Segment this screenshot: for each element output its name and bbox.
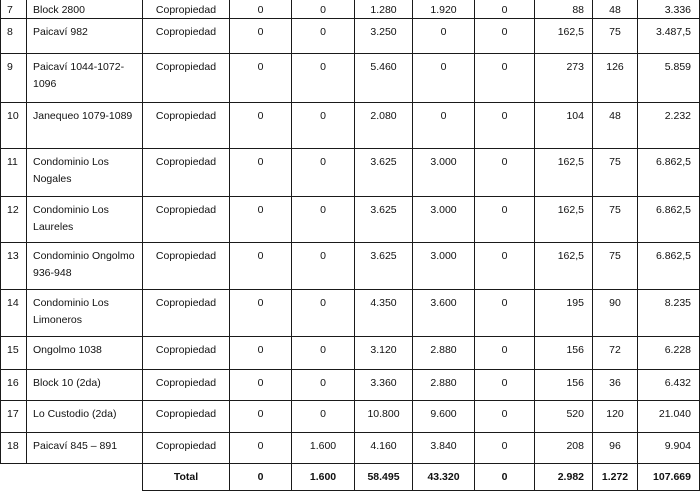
property-name-cell: Block 2800 [27,0,143,19]
grand-total-cell: 107.669 [638,464,700,491]
table-row [1,149,700,197]
value-cell: 0 [292,370,355,401]
totals-label-cell: Total [143,464,230,491]
row-number-cell: 16 [1,370,27,401]
value-cell: 0 [413,19,475,54]
property-name-cell: Ongolmo 1038 [27,337,143,370]
value-cell: 0 [475,0,535,19]
value-cell: 3.120 [355,337,413,370]
value-cell: 162,5 [535,19,593,54]
total-value-cell: 58.495 [355,464,413,491]
property-name-cell: Paicaví 982 [27,19,143,54]
total-value-cell: 2.982 [535,464,593,491]
property-name-cell: Condominio Los Nogales [27,149,143,197]
value-cell: 0 [230,370,292,401]
row-total-cell: 21.040 [638,401,700,433]
value-cell: 273 [535,54,593,103]
property-name-cell: Condominio Los Limoneros [27,290,143,337]
property-type-cell: Copropiedad [143,149,230,197]
row-number-cell: 18 [1,433,27,464]
table-body [1,0,700,491]
value-cell: 4.350 [355,290,413,337]
value-cell: 0 [292,197,355,243]
value-cell: 3.250 [355,19,413,54]
table-row [1,19,700,54]
row-total-cell: 6.862,5 [638,149,700,197]
table-row [1,433,700,464]
totals-row [1,464,700,491]
property-name-cell: Block 10 (2da) [27,370,143,401]
property-type-cell: Copropiedad [143,370,230,401]
row-number-cell: 11 [1,149,27,197]
value-cell: 75 [593,197,638,243]
value-cell: 0 [475,290,535,337]
value-cell: 0 [292,19,355,54]
value-cell: 0 [292,290,355,337]
row-number-cell: 17 [1,401,27,433]
value-cell: 72 [593,337,638,370]
value-cell: 0 [292,337,355,370]
row-total-cell: 6.862,5 [638,243,700,290]
value-cell: 0 [230,337,292,370]
value-cell: 0 [475,401,535,433]
table-row [1,337,700,370]
value-cell: 120 [593,401,638,433]
table-row [1,401,700,433]
value-cell: 88 [535,0,593,19]
value-cell: 96 [593,433,638,464]
row-total-cell: 2.232 [638,103,700,149]
value-cell: 0 [230,54,292,103]
value-cell: 0 [413,103,475,149]
property-type-cell: Copropiedad [143,290,230,337]
value-cell: 0 [475,54,535,103]
value-cell: 3.000 [413,243,475,290]
property-type-cell: Copropiedad [143,401,230,433]
value-cell: 0 [475,197,535,243]
value-cell: 3.625 [355,149,413,197]
value-cell: 0 [230,433,292,464]
property-name-cell: Paicaví 845 – 891 [27,433,143,464]
value-cell: 0 [292,103,355,149]
value-cell: 4.160 [355,433,413,464]
total-value-cell: 1.272 [593,464,638,491]
value-cell: 0 [230,0,292,19]
value-cell: 75 [593,19,638,54]
value-cell: 3.840 [413,433,475,464]
value-cell: 0 [230,103,292,149]
value-cell: 156 [535,337,593,370]
row-total-cell: 3.487,5 [638,19,700,54]
row-total-cell: 5.859 [638,54,700,103]
property-type-cell: Copropiedad [143,337,230,370]
value-cell: 1.280 [355,0,413,19]
value-cell: 0 [230,19,292,54]
row-number-cell: 12 [1,197,27,243]
value-cell: 3.000 [413,197,475,243]
property-type-cell: Copropiedad [143,243,230,290]
value-cell: 0 [413,54,475,103]
value-cell: 1.920 [413,0,475,19]
value-cell: 0 [292,243,355,290]
table-row [1,370,700,401]
value-cell: 3.625 [355,197,413,243]
value-cell: 5.460 [355,54,413,103]
value-cell: 0 [475,19,535,54]
value-cell: 0 [475,103,535,149]
row-total-cell: 6.228 [638,337,700,370]
value-cell: 0 [230,243,292,290]
value-cell: 2.080 [355,103,413,149]
value-cell: 3.625 [355,243,413,290]
value-cell: 10.800 [355,401,413,433]
value-cell: 0 [292,401,355,433]
table-row [1,197,700,243]
row-number-cell: 7 [1,0,27,19]
value-cell: 208 [535,433,593,464]
value-cell: 520 [535,401,593,433]
row-number-cell: 14 [1,290,27,337]
property-type-cell: Copropiedad [143,103,230,149]
value-cell: 2.880 [413,337,475,370]
value-cell: 36 [593,370,638,401]
value-cell: 75 [593,243,638,290]
value-cell: 48 [593,103,638,149]
row-total-cell: 3.336 [638,0,700,19]
value-cell: 3.360 [355,370,413,401]
table-row [1,0,700,19]
property-name-cell: Janequeo 1079-1089 [27,103,143,149]
value-cell: 104 [535,103,593,149]
value-cell: 0 [475,370,535,401]
property-type-cell: Copropiedad [143,433,230,464]
row-total-cell: 6.432 [638,370,700,401]
row-total-cell: 6.862,5 [638,197,700,243]
value-cell: 3.000 [413,149,475,197]
value-cell: 3.600 [413,290,475,337]
totals-blank-cell [1,464,143,491]
property-type-cell: Copropiedad [143,19,230,54]
value-cell: 162,5 [535,243,593,290]
row-number-cell: 9 [1,54,27,103]
property-type-cell: Copropiedad [143,54,230,103]
property-type-cell: Copropiedad [143,0,230,19]
property-name-cell: Condominio Los Laureles [27,197,143,243]
value-cell: 126 [593,54,638,103]
row-total-cell: 9.904 [638,433,700,464]
total-value-cell: 43.320 [413,464,475,491]
value-cell: 90 [593,290,638,337]
table-row [1,54,700,103]
property-name-cell: Paicaví 1044-1072-1096 [27,54,143,103]
value-cell: 0 [292,0,355,19]
row-total-cell: 8.235 [638,290,700,337]
value-cell: 9.600 [413,401,475,433]
table-row [1,290,700,337]
total-value-cell: 0 [230,464,292,491]
property-name-cell: Lo Custodio (2da) [27,401,143,433]
row-number-cell: 8 [1,19,27,54]
value-cell: 0 [230,290,292,337]
value-cell: 0 [230,197,292,243]
value-cell: 0 [230,149,292,197]
value-cell: 0 [475,337,535,370]
total-value-cell: 0 [475,464,535,491]
total-value-cell: 1.600 [292,464,355,491]
row-number-cell: 13 [1,243,27,290]
value-cell: 48 [593,0,638,19]
value-cell: 162,5 [535,197,593,243]
value-cell: 156 [535,370,593,401]
value-cell: 75 [593,149,638,197]
property-name-cell: Condominio Ongolmo 936-948 [27,243,143,290]
row-number-cell: 15 [1,337,27,370]
value-cell: 1.600 [292,433,355,464]
value-cell: 162,5 [535,149,593,197]
value-cell: 0 [230,401,292,433]
value-cell: 0 [475,149,535,197]
property-type-cell: Copropiedad [143,197,230,243]
value-cell: 0 [292,149,355,197]
value-cell: 0 [475,433,535,464]
table-row [1,243,700,290]
value-cell: 0 [475,243,535,290]
table-row [1,103,700,149]
value-cell: 195 [535,290,593,337]
row-number-cell: 10 [1,103,27,149]
value-cell: 2.880 [413,370,475,401]
value-cell: 0 [292,54,355,103]
